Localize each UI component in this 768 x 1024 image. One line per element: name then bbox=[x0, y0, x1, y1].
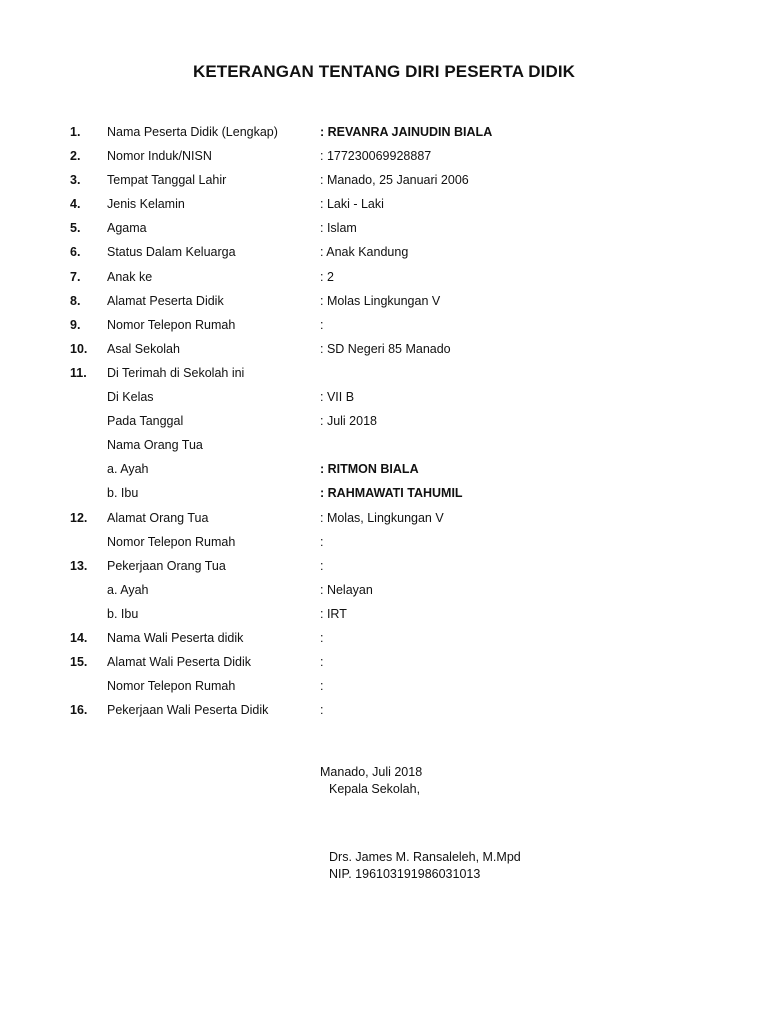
info-row bbox=[0, 240, 768, 264]
row-value: : RAHMAWATI TAHUMIL bbox=[320, 486, 463, 501]
row-value: : bbox=[320, 558, 324, 573]
row-number: 7. bbox=[70, 269, 81, 284]
row-number: 10. bbox=[70, 341, 88, 356]
row-label: Nomor Telepon Rumah bbox=[107, 679, 236, 694]
row-label: Di Terimah di Sekolah ini bbox=[107, 365, 245, 380]
row-label: Pekerjaan Wali Peserta Didik bbox=[107, 703, 269, 718]
row-number: 4. bbox=[70, 197, 81, 212]
row-value: : Nelayan bbox=[320, 582, 373, 597]
info-row bbox=[0, 578, 768, 602]
row-label: Di Kelas bbox=[107, 390, 154, 405]
info-row bbox=[0, 289, 768, 313]
info-row bbox=[0, 457, 768, 481]
info-row bbox=[0, 602, 768, 626]
row-number: 8. bbox=[70, 293, 81, 308]
info-row bbox=[0, 409, 768, 433]
info-row bbox=[0, 337, 768, 361]
row-value: : Molas, Lingkungan V bbox=[320, 510, 444, 525]
info-row bbox=[0, 433, 768, 457]
row-label: Asal Sekolah bbox=[107, 341, 180, 356]
row-value: : Juli 2018 bbox=[320, 414, 377, 429]
row-value: : Islam bbox=[320, 221, 357, 236]
row-label: Nama Wali Peserta didik bbox=[107, 630, 244, 645]
row-label: Tempat Tanggal Lahir bbox=[107, 173, 227, 188]
row-label: a. Ayah bbox=[107, 462, 149, 477]
info-row bbox=[0, 698, 768, 722]
row-number: 16. bbox=[70, 703, 88, 718]
row-number: 15. bbox=[70, 655, 88, 670]
info-row bbox=[0, 530, 768, 554]
row-label: Nomor Telepon Rumah bbox=[107, 534, 236, 549]
info-row bbox=[0, 650, 768, 674]
info-row bbox=[0, 168, 768, 192]
row-number: 9. bbox=[70, 317, 81, 332]
row-label: Nama Orang Tua bbox=[107, 438, 203, 453]
row-value: : Molas Lingkungan V bbox=[320, 293, 441, 308]
info-row bbox=[0, 626, 768, 650]
row-label: a. Ayah bbox=[107, 582, 149, 597]
row-number: 1. bbox=[70, 125, 81, 139]
row-label: Status Dalam Keluarga bbox=[107, 245, 236, 260]
info-row bbox=[0, 192, 768, 216]
row-number: 5. bbox=[70, 221, 81, 236]
row-value: : bbox=[320, 630, 324, 645]
signature-name: Drs. James M. Ransaleleh, M.Mpd bbox=[329, 850, 521, 864]
row-label: Alamat Wali Peserta Didik bbox=[107, 655, 252, 670]
info-row bbox=[0, 554, 768, 578]
row-value: : Anak Kandung bbox=[320, 245, 409, 260]
info-row bbox=[0, 506, 768, 530]
row-label: Nomor Telepon Rumah bbox=[107, 317, 236, 332]
row-label: Jenis Kelamin bbox=[107, 197, 185, 212]
student-info-list bbox=[0, 120, 768, 722]
signature-role: Kepala Sekolah, bbox=[329, 782, 421, 796]
signature-nip: NIP. 196103191986031013 bbox=[329, 867, 481, 881]
row-label: Nama Peserta Didik (Lengkap) bbox=[107, 125, 278, 139]
row-value: : Laki - Laki bbox=[320, 197, 384, 212]
row-label: Pada Tanggal bbox=[107, 414, 184, 429]
row-value: : 177230069928887 bbox=[320, 149, 432, 164]
row-label: b. Ibu bbox=[107, 486, 139, 501]
info-row bbox=[0, 674, 768, 698]
row-value: : bbox=[320, 703, 324, 718]
row-number: 14. bbox=[70, 630, 88, 645]
row-number: 11. bbox=[70, 365, 87, 380]
info-row bbox=[0, 481, 768, 505]
info-row bbox=[0, 385, 768, 409]
row-label: Alamat Peserta Didik bbox=[107, 293, 224, 308]
row-value: : bbox=[320, 655, 324, 670]
info-row bbox=[0, 120, 768, 144]
info-row bbox=[0, 144, 768, 168]
row-value: : bbox=[320, 317, 324, 332]
signature-block bbox=[320, 764, 521, 883]
row-value: : bbox=[320, 534, 324, 549]
row-label: Anak ke bbox=[107, 269, 153, 284]
row-number: 3. bbox=[70, 173, 81, 188]
row-number: 13. bbox=[70, 558, 88, 573]
info-row bbox=[0, 313, 768, 337]
row-number: 6. bbox=[70, 245, 81, 260]
document-title: KETERANGAN TENTANG DIRI PESERTA DIDIK bbox=[192, 62, 576, 81]
row-label: Nomor Induk/NISN bbox=[107, 149, 212, 164]
row-value: : bbox=[320, 679, 324, 694]
row-value: : Manado, 25 Januari 2006 bbox=[320, 173, 469, 188]
row-value: : VII B bbox=[320, 390, 355, 405]
row-label: b. Ibu bbox=[107, 606, 139, 621]
row-label: Pekerjaan Orang Tua bbox=[107, 558, 226, 573]
row-number: 2. bbox=[70, 149, 81, 164]
row-value: : SD Negeri 85 Manado bbox=[320, 341, 451, 356]
row-value: : REVANRA JAINUDIN BIALA bbox=[320, 125, 493, 139]
row-number: 12. bbox=[70, 510, 88, 525]
info-row bbox=[0, 265, 768, 289]
row-label: Agama bbox=[107, 221, 147, 236]
info-row bbox=[0, 361, 768, 385]
row-value: : IRT bbox=[320, 606, 347, 621]
info-row bbox=[0, 216, 768, 240]
row-value: : RITMON BIALA bbox=[320, 462, 419, 477]
signature-place-date: Manado, Juli 2018 bbox=[320, 765, 423, 779]
row-value: : 2 bbox=[320, 269, 334, 284]
row-label: Alamat Orang Tua bbox=[107, 510, 209, 525]
